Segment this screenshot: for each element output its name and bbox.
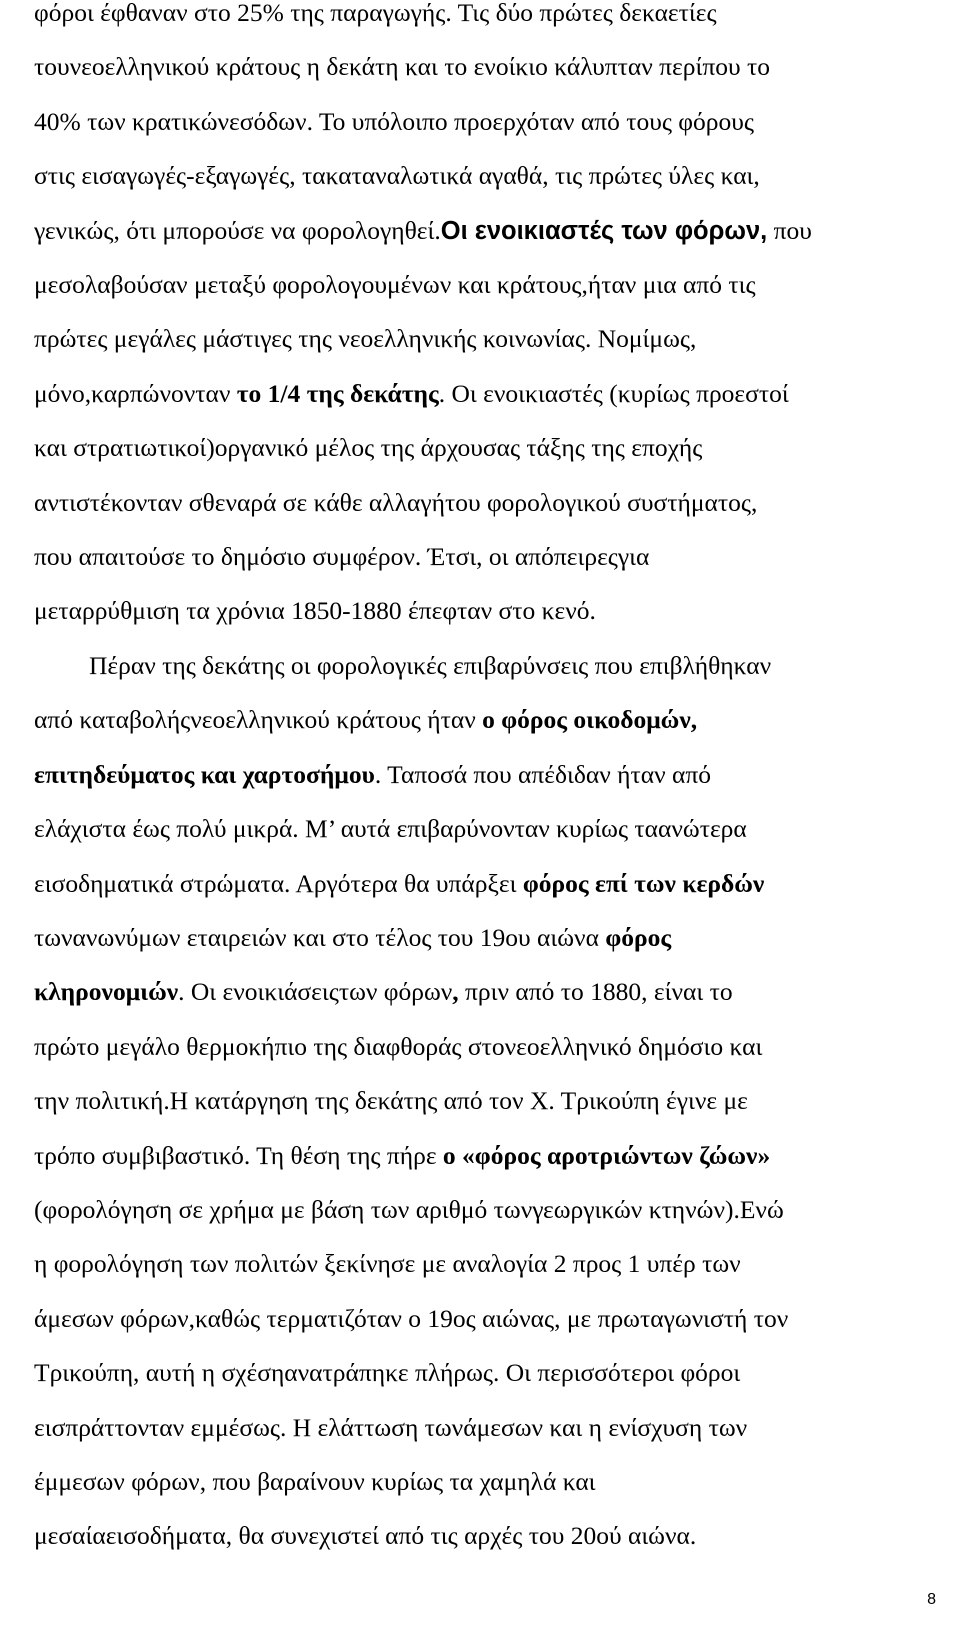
text-line [34, 857, 926, 911]
text-run: . Οι ενοικιάσειςτων φόρων [178, 977, 453, 1007]
text-run: γενικώς, ότι μπορούσε να φορολογηθεί. [34, 215, 441, 245]
text-line: στις εισαγωγές-εξαγωγές, τακαταναλωτικά αγαθά, τις πρώτες ύλες και, [34, 161, 760, 191]
bold-text: το 1/4 της δεκάτης [236, 378, 439, 408]
text-line [34, 911, 926, 965]
text-line [34, 748, 926, 802]
text-line: την πολιτική.Η κατάργηση της δεκάτης από τον Χ. Τρικούπη έγινε με [34, 1086, 748, 1116]
text-line: τουνεοελληνικού κράτους η δεκάτη και το ενοίκιο κάλυπταν περίπου το [34, 52, 770, 82]
text-line [34, 367, 926, 421]
text-line: φόροι έφθαναν στο 25% της παραγωγής. Τις δύο πρώτες δεκαετίες [34, 0, 717, 27]
text-line: έμμεσων φόρων, που βαραίνουν κυρίως τα χαμηλά και [34, 1466, 596, 1496]
paragraph-2 [34, 639, 926, 1564]
text-line: πρώτο μεγάλο θερμοκήπιο της διαφθοράς στονεοελληνικό δημόσιο και [34, 1031, 763, 1061]
text-run: . Οι ενοικιαστές (κυρίως προεστοί [438, 378, 789, 408]
text-run: εισοδηματικά στρώματα. Αργότερα θα υπάρξει [34, 868, 523, 898]
page-number: 8 [927, 1591, 936, 1608]
text-run: τωνανωνύμων εταιρειών και στο τέλος του 19ου αιώνα [34, 922, 606, 952]
text-line: και στρατιωτικοί)οργανικό μέλος της άρχουσας τάξης της εποχής [34, 433, 703, 463]
document-page [34, 0, 926, 1564]
text-line: Τρικούπη, αυτή η σχέσηανατράπηκε πλήρως. Οι περισσότεροι φόροι [34, 1358, 741, 1388]
text-run: μόνο,καρπώνονταν [34, 378, 237, 408]
text-run: πριν από το 1880, είναι το [458, 977, 733, 1007]
bold-text: ο φόρος οικοδομών, [482, 705, 698, 735]
text-line [34, 1129, 926, 1183]
text-line [34, 204, 926, 258]
text-line [34, 693, 926, 747]
text-run: που [767, 215, 812, 245]
text-line: ελάχιστα έως πολύ μικρά. Μ’ αυτά επιβαρύνονταν κυρίως ταανώτερα [34, 814, 747, 844]
text-line: μεταρρύθμιση τα χρόνια 1850-1880 έπεφταν στο κενό. [34, 596, 596, 626]
bold-text: κληρονομιών [34, 977, 179, 1007]
bold-text: επιτηδεύματος και χαρτοσήμου [34, 759, 375, 789]
text-run: . Ταποσά που απέδιδαν ήταν από [374, 759, 711, 789]
text-line: Πέραν της δεκάτης οι φορολογικές επιβαρύνσεις που επιβλήθηκαν [89, 650, 772, 680]
text-run: από καταβολήςνεοελληνικού κράτους ήταν [34, 705, 483, 735]
text-line: άμεσων φόρων,καθώς τερματιζόταν ο 19ος αιώνας, με πρωταγωνιστή τον [34, 1303, 789, 1333]
text-line: η φορολόγηση των πολιτών ξεκίνησε με αναλογία 2 προς 1 υπέρ των [34, 1249, 741, 1279]
text-line: πρώτες μεγάλες μάστιγες της νεοελληνικής κοινωνίας. Νομίμως, [34, 324, 697, 354]
bold-text: Οι ενοικιαστές των φόρων, [440, 216, 768, 245]
bold-text: φόρος [605, 922, 672, 952]
text-line: αντιστέκονταν σθεναρά σε κάθε αλλαγήτου φορολογικού συστήματος, [34, 487, 758, 517]
paragraph-1 [34, 0, 926, 639]
text-line: 40% των κρατικώνεσόδων. Το υπόλοιπο προερχόταν από τους φόρους [34, 106, 754, 136]
bold-text: ο «φόρος αροτριώντων ζώων» [442, 1140, 771, 1170]
bold-text: φόρος επί των κερδών [522, 868, 765, 898]
text-line: εισπράττονταν εμμέσως. Η ελάττωση τωνάμεσων και η ενίσχυση των [34, 1412, 748, 1442]
text-line: (φορολόγηση σε χρήμα με βάση των αριθμό τωνγεωργικών κτηνών).Ενώ [34, 1194, 784, 1224]
text-line: μεσαίαεισοδήματα, θα συνεχιστεί από τις αρχές του 20ού αιώνα. [34, 1521, 697, 1551]
bold-text: , [452, 977, 459, 1007]
text-run: τρόπο συμβιβαστικό. Τη θέση της πήρε [34, 1140, 443, 1170]
text-line [34, 965, 926, 1019]
text-line: μεσολαβούσαν μεταξύ φορολογουμένων και κράτους,ήταν μια από τις [34, 270, 756, 300]
text-line: που απαιτούσε το δημόσιο συμφέρον. Έτσι, οι απόπειρεςγια [34, 542, 650, 572]
